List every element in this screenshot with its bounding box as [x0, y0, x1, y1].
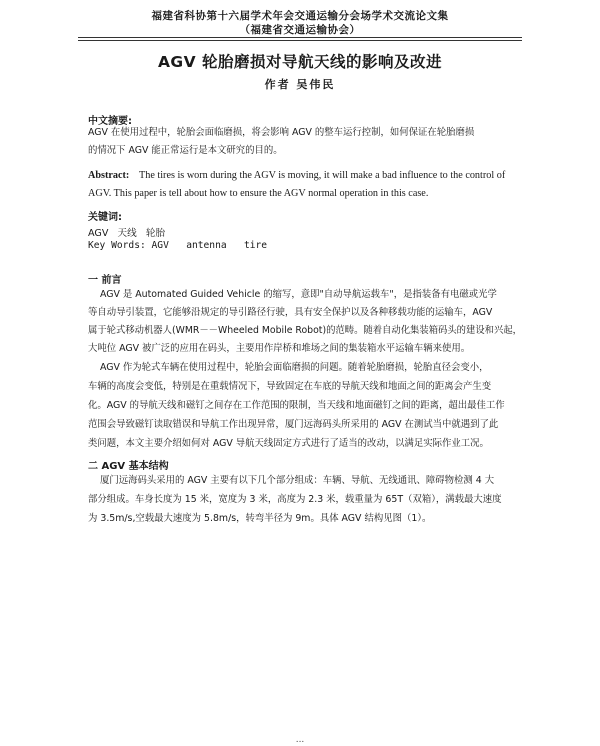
body-line: 部分组成。车身长度为 15 米，宽度为 3 米，高度为 2.3 米，载重量为 65T（双箱），满载最大速度 [88, 494, 502, 505]
abstract-cn-label: 中文摘要: [88, 116, 132, 127]
page-footer: ... [295, 735, 305, 745]
body-line: 类问题，本文主要介绍如何对 AGV 导航天线固定方式进行了适当的改动，以满足实际作业工况。 [88, 438, 489, 449]
header-rule-bottom [78, 40, 522, 41]
body-line: 范围会导致磁钉读取错误和导航工作出现异常，厦门远海码头所采用的 AGV 在测试当中就遇到了此 [88, 419, 499, 430]
section-heading: 一 前言 [88, 275, 122, 286]
body-line: AGV 作为轮式车辆在使用过程中，轮胎会面临磨损的问题。随着轮胎磨损，轮胎直径会变小， [100, 362, 489, 373]
abstract-en-line: AGV. This paper is tell about how to ensure the AGV normal operation in this case. [88, 188, 429, 199]
body-line: 属于轮式移动机器人(WMR－－Wheeled Mobile Robot)的范畴。随着自动化集装箱码头的建设和兴起， [88, 325, 522, 336]
body-line: 大吨位 AGV 被广泛的应用在码头，主要用作岸桥和堆场之间的集装箱水平运输车辆来使用。 [88, 343, 471, 354]
proceedings-subheader: （福建省交通运输协会） [239, 24, 361, 36]
body-line: 厦门远海码头采用的 AGV 主要有以下几个部分组成：车辆、导航、无线通讯、障碍物检测 4 大 [100, 475, 495, 486]
body-line: AGV 是 Automated Guided Vehicle 的缩写，意即"自动导航运载车"，是指装备有电磁或光学 [100, 289, 497, 300]
abstract-cn-line: AGV 在使用过程中，轮胎会面临磨损，将会影响 AGV 的整车运行控制，如何保证在轮胎磨损 [88, 127, 475, 138]
header-rule-top [78, 37, 522, 38]
paper-title: AGV 轮胎磨损对导航天线的影响及改进 [157, 53, 443, 71]
keywords-cn: AGV 天线 轮胎 [88, 228, 166, 239]
keywords-en: Key Words: AGV antenna tire [88, 240, 268, 251]
body-line: 为 3.5m/s,空载最大速度为 5.8m/s，转弯半径为 9m。具体 AGV 结构见图（1）。 [88, 513, 432, 524]
keywords-label: 关键词: [88, 212, 122, 223]
abstract-cn-line: 的情况下 AGV 能正常运行是本文研究的目的。 [88, 145, 283, 156]
paper-author: 作者 吴伟民 [264, 78, 336, 91]
section-heading: 二 AGV 基本结构 [88, 461, 169, 472]
proceedings-header: 福建省科协第十六届学术年会交通运输分会场学术交流论文集 [151, 10, 449, 22]
body-line: 化。AGV 的导航天线和磁钉之间存在工作范围的限制，当天线和地面磁钉之间的距离，超出最佳工作 [88, 400, 505, 411]
body-line: 等自动导引装置，它能够沿规定的导引路径行驶，具有安全保护以及各种移载功能的运输车，AGV [88, 307, 493, 318]
body-line: 车辆的高度会变低，特别是在重载情况下，导致固定在车底的导航天线和地面之间的距离会产生变 [88, 381, 492, 392]
abstract-en-label: Abstract: [88, 170, 130, 181]
abstract-en-line: The tires is worn during the AGV is moving, it will make a bad influence to the control of [139, 170, 506, 181]
